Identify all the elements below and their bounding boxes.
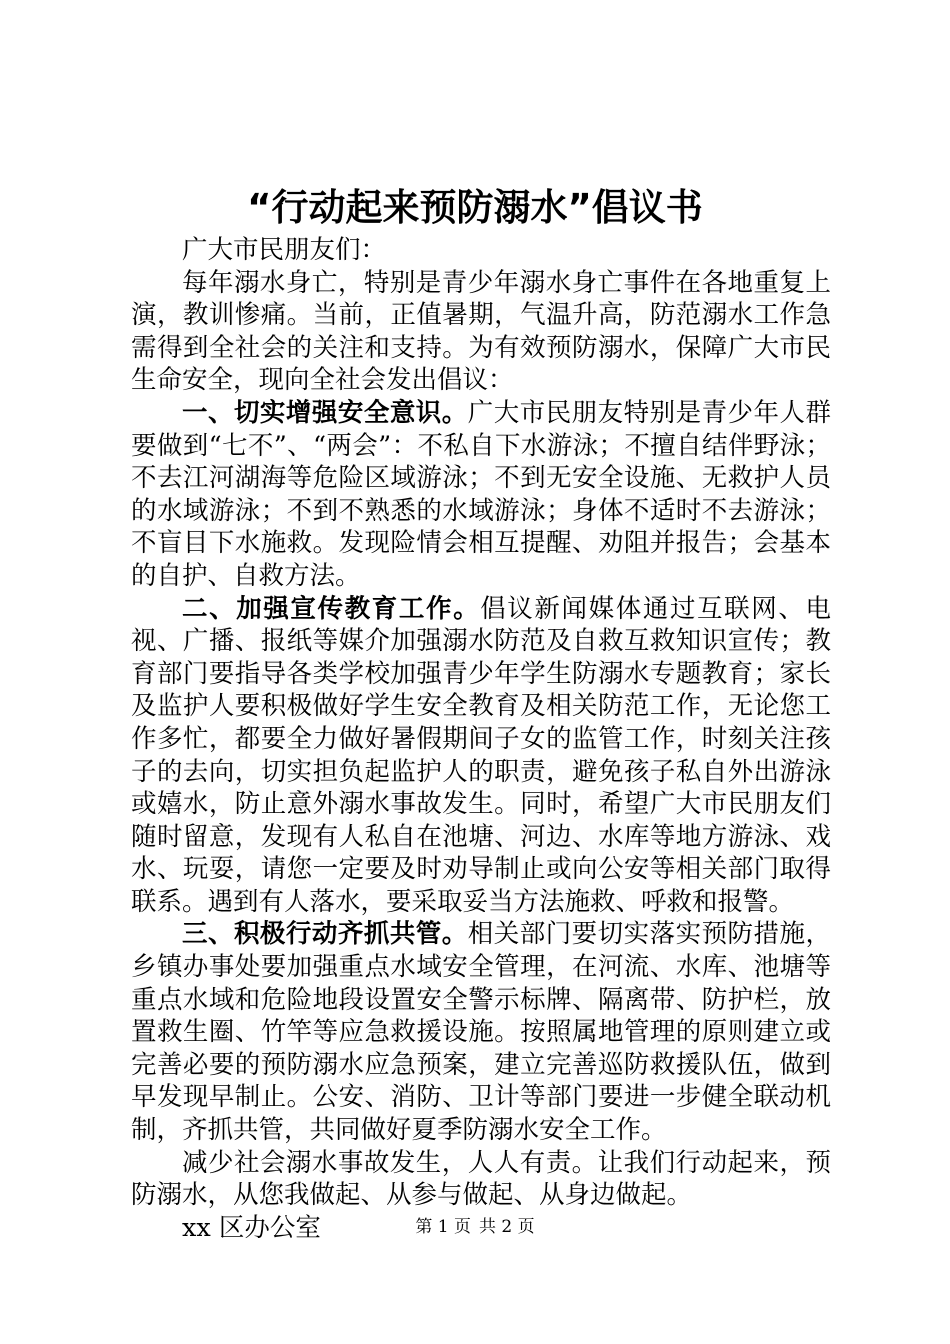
section-paragraph-3: [131, 918, 831, 1146]
section-paragraph-1: [131, 397, 831, 593]
section-text-3: 相关部门要切实落实预防措施，乡镇办事处要加强重点水域安全管理，在河流、水库、池塘等重点水域和危险地段设置安全警示标牌、隔离带、防护栏，放置救生圈、竹竿等应急救援设施。按照属地管理的原则建立或完善必要的预防溺水应急预案，建立完善巡防救援队伍，做到早发现早制止。公安、消防、卫计等部门要进一步健全联动机制，齐抓共管，共同做好夏季防溺水安全工作。: [131, 919, 831, 1146]
page-number: 第 1 页: [415, 1217, 471, 1237]
signature: xx 区办公室: [182, 1212, 321, 1243]
section-heading-1: 一、切实增强安全意识。: [182, 397, 468, 428]
section-text-2: 倡议新闻媒体通过互联网、电视、广播、报纸等媒介加强溺水防范及自救互救知识宣传；教育部门要指导各类学校加强青少年学生防溺水专题教育；家长及监护人要积极做好学生安全教育及相关防范工作，无论您工作多忙，都要全力做好暑假期间子女的监管工作，时刻关注孩子的去向，切实担负起监护人的职责，避免孩子私自外出游泳或嬉水，防止意外溺水事故发生。同时，希望广大市民朋友们随时留意，发现有人私自在池塘、河边、水库等地方游泳、戏水、玩耍，请您一定要及时劝导制止或向公安等相关部门取得联系。遇到有人落水，要采取妥当方法施救、呼救和报警。: [131, 593, 831, 917]
document-title: “行动起来预防溺水”倡议书: [247, 186, 703, 229]
closing-paragraph: 减少社会溺水事故发生，人人有责。让我们行动起来，预防溺水，从您我做起、从参与做起、从身边做起。: [131, 1147, 831, 1211]
section-text-1: 广大市民朋友特别是青少年人群要做到“七不”、“两会”：不私自下水游泳；不擅自结伴野泳；不去江河湖海等危险区域游泳；不到无安全设施、无救护人员的水域游泳；不到不熟悉的水域游泳；身体不适时不去游泳；不盲目下水施救。发现险情会相互提醒、劝阻并报告；会基本的自护、自救方法。: [131, 397, 831, 591]
page-total: 共 2 页: [479, 1217, 535, 1237]
section-paragraph-2: [131, 593, 831, 919]
section-heading-3: 三、积极行动齐抓共管。: [182, 919, 468, 950]
page-footer: [0, 1216, 950, 1238]
document-body: [131, 234, 831, 1244]
salutation: 广大市民朋友们：: [182, 235, 387, 265]
intro-paragraph: 每年溺水身亡，特别是青少年溺水身亡事件在各地重复上演，教训惨痛。当前，正值暑期，气温升高，防范溺水工作急需得到全社会的关注和支持。为有效预防溺水，保障广大市民生命安全，现向全社会发出倡议：: [131, 267, 831, 396]
section-heading-2: 二、加强宣传教育工作。: [182, 593, 481, 624]
